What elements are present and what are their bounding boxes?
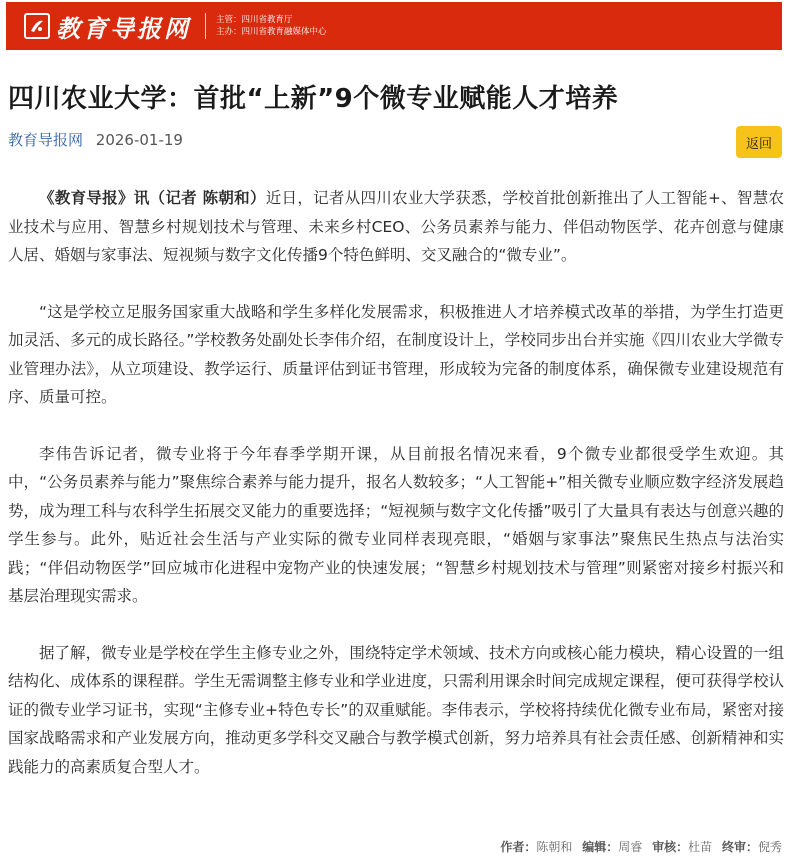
article-body: [8, 184, 784, 809]
article-lead: 《教育导报》讯（记者 陈朝和）: [39, 189, 266, 207]
article-source-link[interactable]: 教育导报网: [8, 131, 84, 149]
sponsor-info: [216, 14, 327, 38]
final-reviewer-name: 倪秀: [757, 840, 782, 854]
article-credits: [494, 838, 782, 855]
banner-divider: [205, 13, 206, 39]
back-button[interactable]: 返回: [736, 126, 782, 158]
editor-label: 编辑：: [582, 840, 619, 854]
reviewer-name: 杜苗: [688, 840, 713, 854]
article-paragraph: [8, 184, 784, 270]
author-name: 陈朝和: [536, 840, 573, 854]
article-date: 2026-01-19: [95, 131, 183, 149]
sponsor-line: 主管：四川省教育厅: [216, 15, 293, 25]
reviewer-label: 审核：: [652, 840, 689, 854]
article-title: 四川农业大学：首批“上新”9个微专业赋能人才培养: [8, 84, 619, 114]
article-paragraph: “这是学校立足服务国家重大战略和学生多样化发展需求，积极推进人才培养模式改革的举措，为学生打造更加灵活、多元的成长路径。”学校教务处副处长李伟介绍，在制度设计上，学校同步出台并实施《四川农业大学微专业管理办法》，从立项建设、教学运行、质量评估到证书管理，形成较为完备的制度体系，确保微专业建设规范有序、质量可控。: [8, 302, 784, 406]
paragraph-text: 近日，记者从四川农业大学获悉，学校首批创新推出了人工智能+、智慧农业技术与应用、智慧乡村规划技术与管理、未来乡村CEO、公务员素养与能力、伴侣动物医学、花卉创意与健康人居、婚姻与家事法、短视频与数字文化传播9个特色鲜明、交叉融合的“微专业”。: [8, 189, 784, 264]
logo-text: 教育导报网: [56, 13, 191, 43]
article-paragraph: 据了解，微专业是学校在学生主修专业之外，围绕特定学术领域、技术方向或核心能力模块，精心设置的一组结构化、成体系的课程群。学生无需调整主修专业和学业进度，只需利用课余时间完成规定课程，便可获得学校认证的微专业学习证书，实现“主修专业+特色专长”的双重赋能。李伟表示，学校将持续优化微专业布局，紧密对接国家战略需求和产业发展方向，推动更多学科交叉融合与教学模式创新，努力培养具有社会责任感、创新精神和实践能力的高素质复合型人才。: [8, 643, 784, 776]
site-logo[interactable]: [24, 9, 191, 44]
site-banner: [6, 2, 782, 50]
article-meta: [8, 129, 183, 150]
article-paragraph: 李伟告诉记者，微专业将于今年春季学期开课，从目前报名情况来看，9个微专业都很受学生欢迎。其中，“公务员素养与能力”聚焦综合素养与能力提升，报名人数较多；“人工智能+”相关微专业顺应数字经济发展趋势，成为理工科与农科学生拓展交叉能力的重要选择；“短视频与数字文化传播”吸引了大量具有表达与创意兴趣的学生参与。此外，贴近社会生活与产业实际的微专业同样表现亮眼，“婚姻与家事法”聚焦民生热点与法治实践；“伴侣动物医学”回应城市化进程中宠物产业的快速发展；“智慧乡村规划技术与管理”则紧密对接乡村振兴和基层治理现实需求。: [8, 444, 784, 605]
final-reviewer-label: 终审：: [721, 840, 758, 854]
author-label: 作者：: [500, 840, 537, 854]
organizer-line: 主办：四川省教育融媒体中心: [216, 27, 327, 37]
editor-name: 周睿: [618, 840, 643, 854]
logo-emblem-icon: [24, 13, 50, 39]
